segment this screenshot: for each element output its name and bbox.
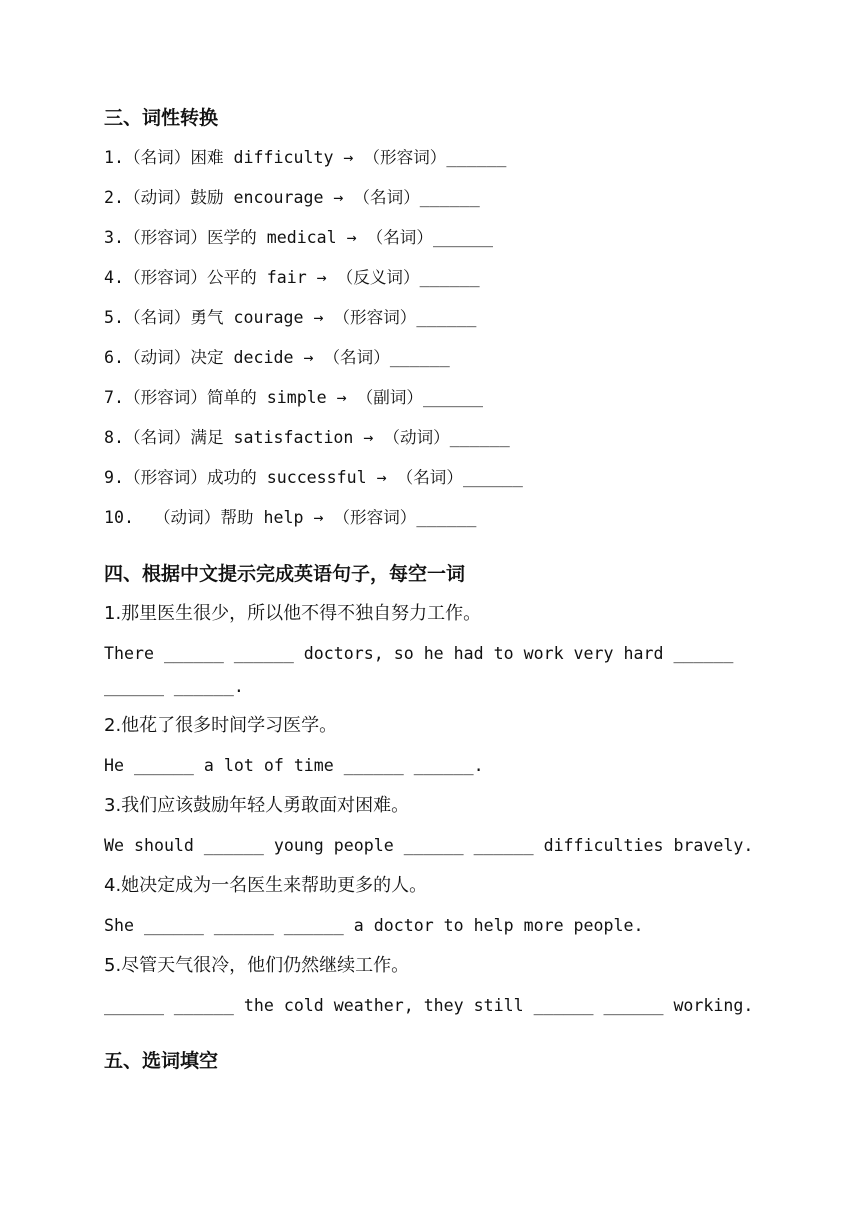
question-5-english: ______ ______ the cold weather, they still ______ ______ working.	[104, 996, 754, 1015]
conversion-item-8: 8.（名词）满足 satisfaction → （动词）______	[104, 428, 510, 447]
conversion-item-10: 10. （动词）帮助 help → （形容词）______	[104, 508, 477, 527]
section5-heading: 五、选词填空	[104, 1050, 219, 1072]
section4-heading: 四、根据中文提示完成英语句子，每空一词	[104, 563, 466, 585]
conversion-item-4: 4.（形容词）公平的 fair → （反义词）______	[104, 268, 480, 287]
question-1-english-line1: There ______ ______ doctors, so he had to work very hard ______	[104, 644, 734, 663]
question-5-chinese: 5.尽管天气很冷，他们仍然继续工作。	[104, 955, 410, 976]
conversion-item-9: 9.（形容词）成功的 successful → （名词）______	[104, 468, 523, 487]
conversion-item-6: 6.（动词）决定 decide → （名词）______	[104, 348, 450, 367]
conversion-item-3: 3.（形容词）医学的 medical → （名词）______	[104, 228, 493, 247]
question-2-english: He ______ a lot of time ______ ______.	[104, 756, 484, 775]
question-2-chinese: 2.他花了很多时间学习医学。	[104, 715, 338, 736]
question-1-english-line2: ______ ______.	[104, 677, 244, 696]
conversion-item-5: 5.（名词）勇气 courage → （形容词）______	[104, 308, 477, 327]
conversion-item-7: 7.（形容词）简单的 simple → （副词）______	[104, 388, 483, 407]
question-4-chinese: 4.她决定成为一名医生来帮助更多的人。	[104, 875, 428, 896]
question-3-english: We should ______ young people ______ ______ difficulties bravely.	[104, 836, 754, 855]
question-4-english: She ______ ______ ______ a doctor to help more people.	[104, 916, 644, 935]
question-1-chinese: 1.那里医生很少，所以他不得不独自努力工作。	[104, 603, 482, 624]
conversion-item-1: 1.（名词）困难 difficulty → （形容词）______	[104, 148, 507, 167]
section3-heading: 三、词性转换	[104, 107, 219, 129]
question-3-chinese: 3.我们应该鼓励年轻人勇敢面对困难。	[104, 795, 410, 816]
conversion-item-2: 2.（动词）鼓励 encourage → （名词）______	[104, 188, 480, 207]
